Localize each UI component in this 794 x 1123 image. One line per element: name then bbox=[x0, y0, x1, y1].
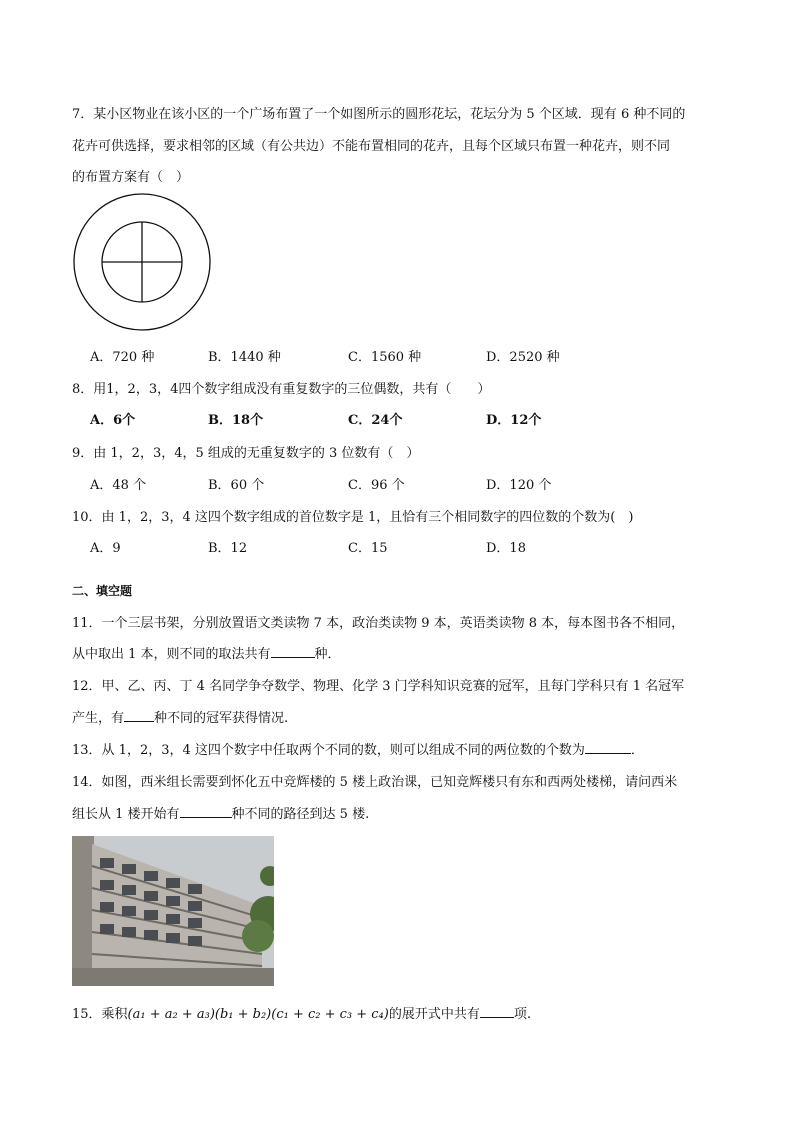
q11-answer-blank[interactable] bbox=[271, 645, 315, 658]
q13-answer-blank[interactable] bbox=[585, 741, 631, 754]
q12-line2-pre: 产生，有 bbox=[72, 711, 125, 726]
q7-option-d[interactable]: D．2520 种 bbox=[486, 350, 560, 365]
q8-option-b[interactable]: B．18个 bbox=[208, 413, 264, 428]
q8-option-a[interactable]: A．6个 bbox=[90, 413, 136, 428]
flower-bed-diagram bbox=[72, 192, 214, 334]
q8-text: 8．用1，2，3，4四个数字组成没有重复数字的三位偶数，共有（ ） bbox=[72, 382, 491, 397]
q13-text bbox=[72, 739, 644, 758]
q9-option-a[interactable]: A．48 个 bbox=[90, 478, 147, 493]
q9-option-c[interactable]: C．96 个 bbox=[348, 478, 405, 493]
q11-line2-pre: 从中取出 1 本，则不同的取法共有 bbox=[72, 647, 271, 662]
q8-option-d[interactable]: D．12个 bbox=[486, 413, 542, 428]
q7-line2: 花卉可供选择，要求相邻的区域（有公共边）不能布置相同的花卉，且每个区域只布置一种花卉，则不同 bbox=[72, 139, 671, 154]
q11-line1: 11．一个三层书架，分别放置语文类读物 7 本，政治类读物 9 本，英语类读物 8 本，每本图书各不相同， bbox=[72, 616, 685, 631]
q15-pre: 15．乘积 bbox=[72, 1007, 128, 1022]
q12-line1: 12．甲、乙、丙、丁 4 名同学争夺数学、物理、化学 3 门学科知识竞赛的冠军，且每门学科只有 1 名冠军 bbox=[72, 679, 685, 694]
q13-pre: 13．从 1，2，3，4 这四个数字中任取两个不同的数，则可以组成不同的两位数的个数为 bbox=[72, 743, 585, 758]
section-heading-fill-in: 二、填空题 bbox=[72, 584, 133, 598]
q13-post: ． bbox=[630, 743, 644, 758]
building-left-edge bbox=[72, 836, 94, 986]
ground-floor bbox=[72, 968, 274, 986]
q10-option-a[interactable]: A．9 bbox=[90, 541, 121, 556]
q14-line1: 14．如图，西米组长需要到怀化五中竞辉楼的 5 楼上政治课，已知竞辉楼只有东和西两处楼梯，请问西米 bbox=[72, 775, 678, 790]
q10-text: 10．由 1，2，3，4 这四个数字组成的首位数字是 1，且恰有三个相同数字的四位数的个数为( ) bbox=[72, 510, 634, 525]
tree-right-lower bbox=[242, 920, 274, 952]
q14-line2-post: 种不同的路径到达 5 楼. bbox=[231, 807, 370, 822]
q7-line3: 的布置方案有（ ） bbox=[72, 170, 190, 185]
q15-mid: 的展开式中共有 bbox=[388, 1007, 480, 1022]
q9-option-d[interactable]: D．120 个 bbox=[486, 478, 552, 493]
building-photo bbox=[72, 836, 274, 986]
q7-line1: 7．某小区物业在该小区的一个广场布置了一个如图所示的圆形花坛，花坛分为 5 个区域．现有 6 种不同的 bbox=[72, 107, 686, 122]
q7-option-a[interactable]: A．720 种 bbox=[90, 350, 155, 365]
q9-option-b[interactable]: B．60 个 bbox=[208, 478, 265, 493]
q10-option-b[interactable]: B．12 bbox=[208, 541, 248, 556]
q12-answer-blank[interactable] bbox=[124, 709, 154, 722]
q15-expression: (a₁ + a₂ + a₃)(b₁ + b₂)(c₁ + c₂ + c₃ + c₄) bbox=[127, 1007, 389, 1022]
q10-option-d[interactable]: D．18 bbox=[486, 541, 526, 556]
q11-line2-post: 种． bbox=[314, 647, 341, 662]
q7-option-b[interactable]: B．1440 种 bbox=[208, 350, 281, 365]
q11-line2 bbox=[72, 643, 341, 662]
q12-line2 bbox=[72, 707, 288, 726]
q7-option-c[interactable]: C．1560 种 bbox=[348, 350, 422, 365]
q14-line2 bbox=[72, 803, 369, 822]
q9-text: 9．由 1，2，3，4，5 组成的无重复数字的 3 位数有（ ） bbox=[72, 446, 420, 461]
q15-text bbox=[72, 1003, 531, 1022]
q15-answer-blank[interactable] bbox=[480, 1005, 514, 1018]
q15-post: 项. bbox=[513, 1007, 531, 1022]
q14-answer-blank[interactable] bbox=[180, 805, 232, 818]
q12-line2-post: 种不同的冠军获得情况. bbox=[154, 711, 289, 726]
q8-option-c[interactable]: C．24个 bbox=[348, 413, 403, 428]
q14-line2-pre: 组长从 1 楼开始有 bbox=[72, 807, 180, 822]
q10-option-c[interactable]: C．15 bbox=[348, 541, 388, 556]
